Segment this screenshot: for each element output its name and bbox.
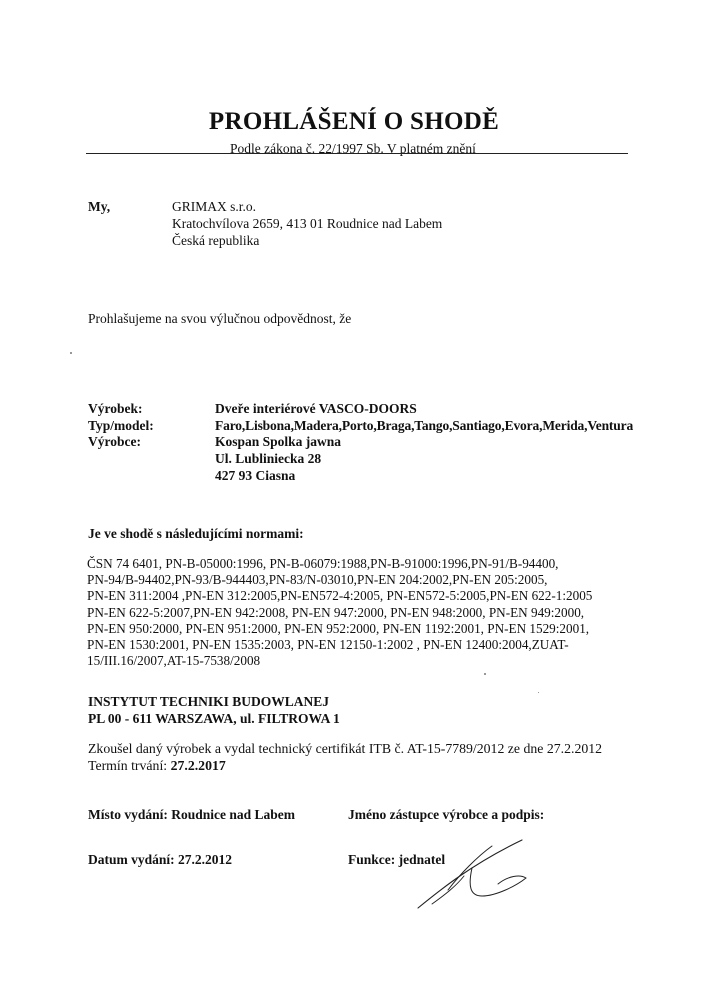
standards-line: PN-EN 950:2000, PN-EN 951:2000, PN-EN 952:2000, PN-EN 1192:2001, PN-EN 1529:2001, — [87, 620, 590, 636]
representative-label: Jméno zástupce výrobce a podpis: — [348, 807, 545, 822]
function-label: Funkce: jednatel — [348, 852, 446, 867]
standards-line: PN-EN 311:2004 ,PN-EN 312:2005,PN-EN572-4:2005, PN-EN572-5:2005,PN-EN 622-1:2005 — [87, 588, 593, 604]
header-rule — [86, 153, 628, 154]
scan-speck — [70, 352, 72, 354]
place-of-issue: Místo vydání: Roudnice nad Labem — [88, 807, 296, 822]
model-label: Typ/model: — [88, 418, 154, 433]
product-label: Výrobek: — [88, 401, 143, 416]
document-subtitle: Podle zákona č. 22/1997 Sb. V platném znění — [230, 141, 476, 156]
maker-city: 427 93 Ciasna — [215, 468, 296, 483]
declarant-label: My, — [88, 199, 111, 214]
declarant-company: GRIMAX s.r.o. — [172, 199, 257, 214]
standards-line: PN-EN 1530:2001, PN-EN 1535:2003, PN-EN 12150-1:2002 , PN-EN 12400:2004,ZUAT- — [87, 637, 569, 653]
document-title: PROHLÁŠENÍ O SHODĚ — [208, 108, 500, 135]
product-value: Dveře interiérové VASCO-DOORS — [215, 401, 417, 416]
declaration-text: Prohlašujeme na svou výlučnou odpovědnost, že — [88, 311, 352, 326]
institute-address: PL 00 - 611 WARSZAWA, ul. FILTROWA 1 — [88, 711, 340, 726]
institute-name: INSTYTUT TECHNIKI BUDOWLANEJ — [88, 694, 330, 709]
standards-line: PN-94/B-94402,PN-93/B-944403,PN-83/N-03010,PN-EN 204:2002,PN-EN 205:2005, — [87, 572, 548, 588]
standards-line: 15/III.16/2007,AT-15-7538/2008 — [87, 653, 261, 669]
maker-name: Kospan Spolka jawna — [215, 434, 342, 449]
scan-speck — [538, 692, 539, 693]
certificate-text: Zkoušel daný výrobek a vydal technický certifikát ITB č. AT-15-7789/2012 ze dne 27.2.2012 — [88, 741, 603, 756]
scan-speck — [484, 673, 486, 675]
standards-list — [87, 556, 647, 669]
date-of-issue: Datum vydání: 27.2.2012 — [88, 852, 233, 867]
declarant-country: Česká republika — [172, 233, 260, 248]
standards-line: PN-EN 622-5:2007,PN-EN 942:2008, PN-EN 947:2000, PN-EN 948:2000, PN-EN 949:2000, — [87, 604, 585, 620]
validity-label: Termín trvání: — [88, 758, 168, 773]
model-value: Faro,Lisbona,Madera,Porto,Braga,Tango,Santiago,Evora,Merida,Ventura — [215, 418, 634, 433]
maker-street: Ul. Lubliniecka 28 — [215, 451, 322, 466]
declarant-address: Kratochvílova 2659, 413 01 Roudnice nad Labem — [172, 216, 443, 231]
signature-image — [410, 838, 550, 913]
standards-line: ČSN 74 6401, PN-B-05000:1996, PN-B-06079:1988,PN-B-91000:1996,PN-91/B-94400, — [87, 556, 559, 571]
validity-value: 27.2.2017 — [170, 758, 226, 773]
standards-heading: Je ve shodě s následujícími normami: — [88, 526, 304, 541]
maker-label: Výrobce: — [88, 434, 141, 449]
certificate-validity — [88, 758, 226, 774]
